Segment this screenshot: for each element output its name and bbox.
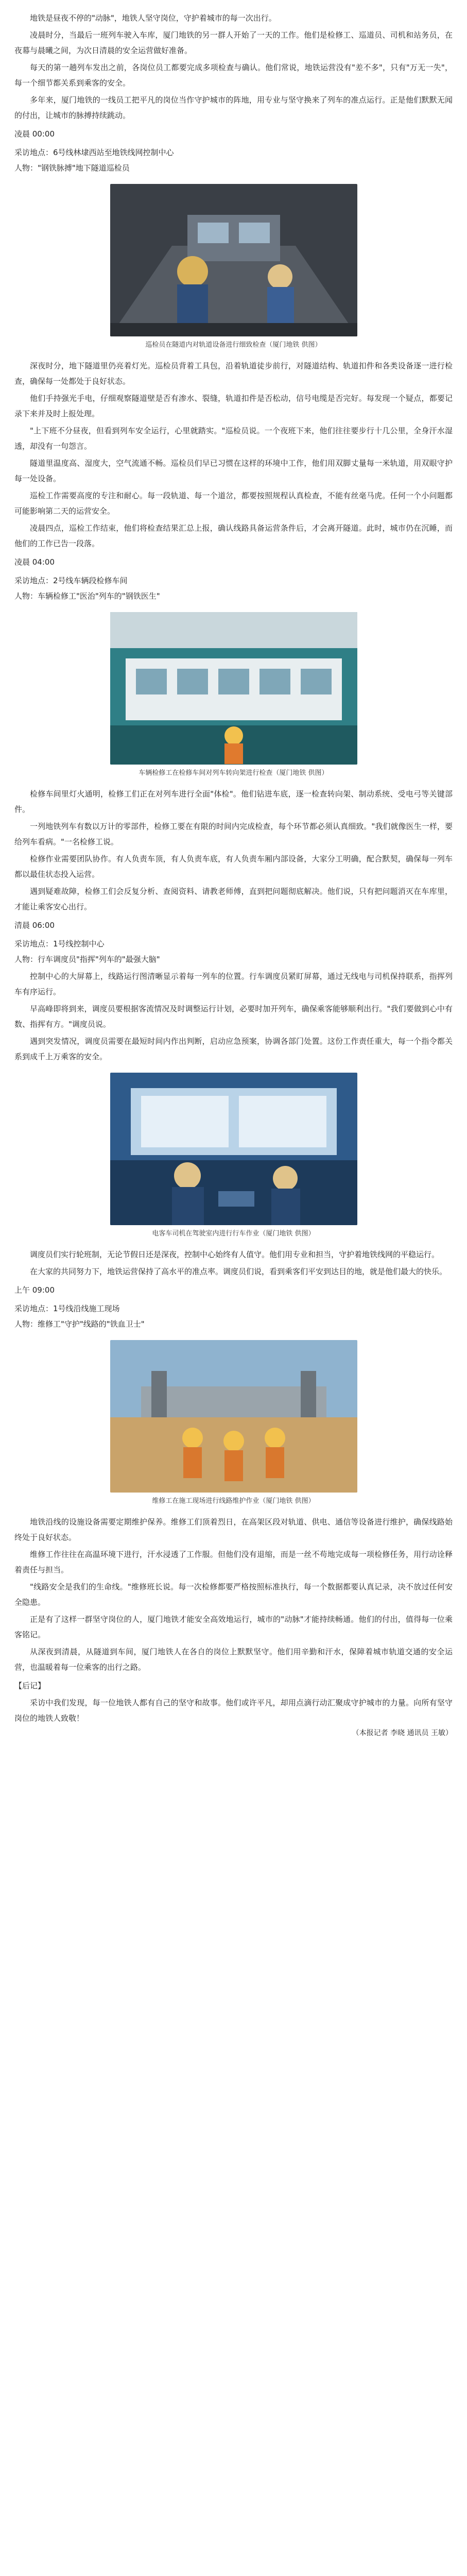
section-paragraph: "上下班不分昼夜，但看到列车安全运行，心里就踏实。"巡检员说。一个夜班下来，他们往往要步行十几公里，全身汗水湿透，却没有一句怨言。 [14,426,453,451]
section-subheading: 采访地点：1号线沿线施工现场 人物：维修工"守护"线路的"铁血卫士" [14,1304,145,1329]
intro-paragraph: 多年来，厦门地铁的一线员工把平凡的岗位当作守护城市的阵地，用专业与坚守换来了列车的准点运行。正是他们默默无闻的付出，让城市的脉搏持续跳动。 [14,95,453,120]
note-heading: 【后记】 [14,1681,46,1690]
byline: （本报记者 李晓 通讯员 王敏） [352,1729,453,1737]
section-paragraph: 早高峰即将到来，调度员要根据客流情况及时调整运行计划，必要时加开列车，确保乘客能够顺利出行。"我们要做到心中有数、指挥有方。"调度员说。 [14,1004,453,1029]
section-paragraph: 深夜时分，地下隧道里仍亮着灯光。巡检员背着工具包，沿着轨道徒步前行，对隧道结构、轨道扣件和各类设备逐一进行检查，确保每一处都处于良好状态。 [14,361,453,386]
section-paragraph: 他们手持强光手电，仔细观察隧道壁是否有渗水、裂缝，轨道扣件是否松动，信号电缆是否完好。每发现一个疑点，都要记录下来并及时上报处理。 [14,394,453,418]
photo-caption: 维修工在施工现场进行线路维护作业（厦门地铁 供图） [152,1497,315,1505]
section-paragraph: 正是有了这样一群坚守岗位的人，厦门地铁才能安全高效地运行，城市的"动脉"才能持续畅通。他们的付出，值得每一位乘客铭记。 [14,1615,453,1639]
intro-paragraph: 地铁是昼夜不停的"动脉"，地铁人坚守岗位，守护着城市的每一次出行。 [30,13,276,23]
section-paragraph: "线路安全是我们的生命线。"维修班长说。每一次检修都要严格按照标准执行，每一个数据都要认真记录，决不放过任何安全隐患。 [14,1582,453,1607]
note-paragraph: 采访中我们发现，每一位地铁人都有自己的坚守和故事。他们或许平凡，却用点滴行动汇聚成守护城市的力量。向所有坚守岗位的地铁人致敬！ [14,1698,453,1723]
section-paragraph: 隧道里温度高、湿度大，空气流通不畅。巡检员们早已习惯在这样的环境中工作，他们用双脚丈量每一米轨道，用双眼守护每一处设备。 [14,459,453,483]
section-paragraph: 检修车间里灯火通明，检修工们正在对列车进行全面"体检"。他们钻进车底，逐一检查转向架、制动系统、受电弓等关键部件。 [14,789,453,814]
section-paragraph: 地铁沿线的设施设备需要定期维护保养。维修工们顶着烈日，在高架区段对轨道、供电、通信等设备进行维护，确保线路始终处于良好状态。 [14,1517,453,1542]
section-paragraph: 检修作业需要团队协作。有人负责车顶，有人负责车底，有人负责车厢内部设备，大家分工明确，配合默契，确保每一列车都以最佳状态投入运营。 [14,854,453,879]
section-time: 凌晨 00:00 [14,129,55,139]
section-paragraph: 调度员们实行轮班制，无论节假日还是深夜，控制中心始终有人值守。他们用专业和担当，守护着地铁线网的平稳运行。 [30,1250,440,1259]
section-time: 凌晨 04:00 [14,557,55,567]
section-paragraph: 维修工作往往在高温环境下进行，汗水浸透了工作服。但他们没有退缩，而是一丝不苟地完成每一项检修任务，用行动诠释着责任与担当。 [14,1550,453,1574]
section-paragraph: 在大家的共同努力下，地铁运营保持了高水平的准点率。调度员们说，看到乘客们平安到达目的地，就是他们最大的快乐。 [30,1267,447,1276]
photo-caption: 车辆检修工在检修车间对列车转向架进行检查（厦门地铁 供图） [139,769,328,777]
photo-workshop [110,612,357,765]
section-subheading: 采访地点：6号线林埭西站至地铁线网控制中心 人物："钢铁脉搏"地下隧道巡检员 [14,148,174,173]
section-paragraph: 控制中心的大屏幕上，线路运行图清晰显示着每一列车的位置。行车调度员紧盯屏幕，通过无线电与司机保持联系，指挥列车有序运行。 [14,972,453,996]
section-paragraph: 巡检工作需要高度的专注和耐心。每一段轨道、每一个道岔，都要按照规程认真检查，不能有丝毫马虎。任何一个小问题都可能影响第二天的运营安全。 [14,491,453,516]
photo-tunnel-inspection [110,184,357,336]
section-time: 清晨 06:00 [14,921,55,930]
photo-construction-site [110,1340,357,1493]
outro-paragraph: 从深夜到清晨，从隧道到车间，厦门地铁人在各自的岗位上默默坚守。他们用辛勤和汗水，保障着城市轨道交通的安全运营，也温暖着每一位乘客的出行之路。 [14,1647,453,1672]
section-paragraph: 一列地铁列车有数以万计的零部件，检修工要在有限的时间内完成检查，每个环节都必须认真细致。"我们就像医生一样，要给列车看病。"一名检修工说。 [14,822,453,846]
section-paragraph: 凌晨四点，巡检工作结束，他们将检查结果汇总上报，确认线路具备运营条件后，才会离开隧道。此时，城市仍在沉睡，而他们的工作已告一段落。 [14,523,453,548]
section-paragraph: 遇到疑难故障，检修工们会反复分析、查阅资料、请教老师傅，直到把问题彻底解决。他们说，只有把问题消灭在车库里，才能让乘客安心出行。 [14,887,453,911]
section-paragraph: 遇到突发情况，调度员需要在最短时间内作出判断，启动应急预案，协调各部门处置。这份工作责任重大，每一个指令都关系到成千上万乘客的安全。 [14,1037,453,1061]
section-subheading: 采访地点：1号线控制中心 人物：行车调度员"指挥"列车的"最强大脑" [14,939,160,964]
photo-caption: 电客车司机在驾驶室内进行行车作业（厦门地铁 供图） [152,1230,315,1238]
photo-driver-cab [110,1073,357,1225]
intro-paragraph: 凌晨时分，当最后一班列车驶入车库，厦门地铁的另一群人开始了一天的工作。他们是检修工、巡道员、司机和站务员，在夜幕与晨曦之间，为次日清晨的安全运营做好准备。 [14,30,453,55]
section-subheading: 采访地点：2号线车辆段检修车间 人物：车辆检修工"医治"列车的"钢铁医生" [14,576,160,601]
photo-caption: 巡检员在隧道内对轨道设备进行细致检查（厦门地铁 供图） [145,341,322,349]
section-time: 上午 09:00 [14,1285,55,1295]
intro-paragraph: 每天的第一趟列车发出之前，各岗位员工都要完成多项检查与确认。他们常说，地铁运营没有"差不多"，只有"万无一失"，每一个细节都关系到乘客的安全。 [14,63,453,88]
